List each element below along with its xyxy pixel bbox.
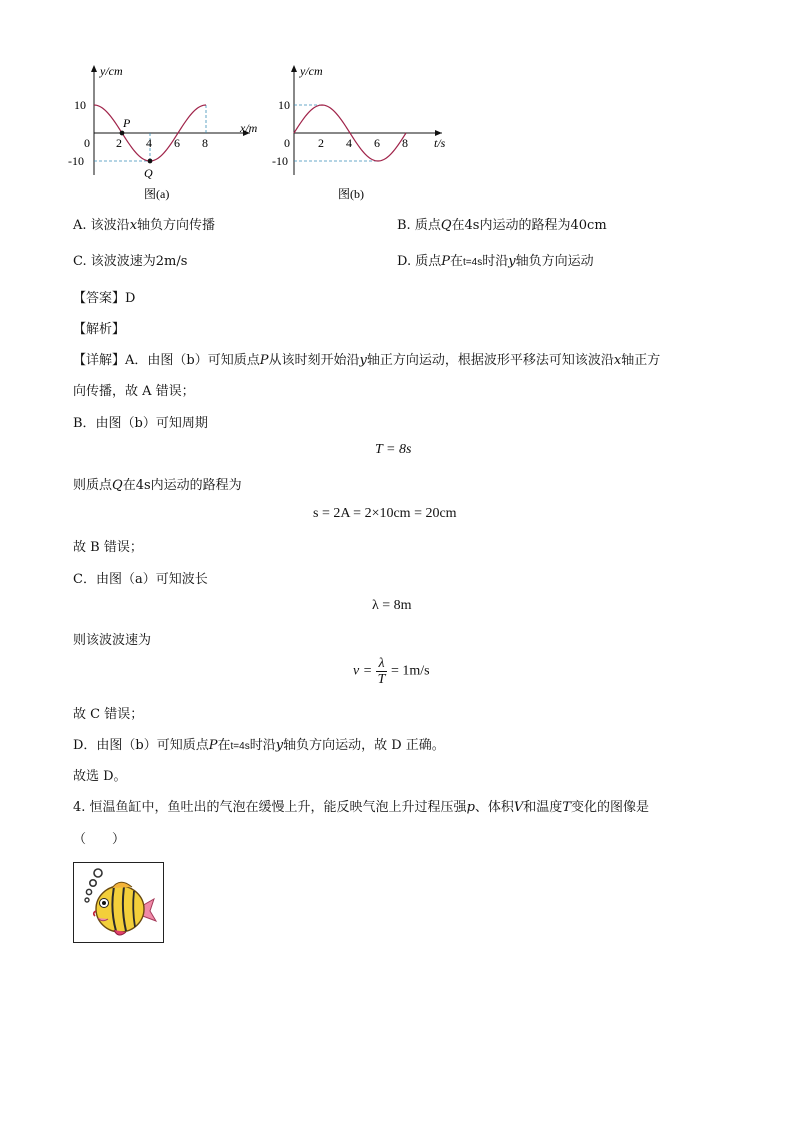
line1-var3: x xyxy=(613,353,622,368)
question-4-var-p: p xyxy=(466,800,475,815)
fish-blowing-bubbles-icon xyxy=(74,863,162,941)
answer-line xyxy=(73,287,135,306)
line1-b: 从该时刻开始沿 xyxy=(268,353,360,368)
question-4-text-b: 、体积 xyxy=(474,800,514,815)
d-line-var: P xyxy=(208,738,218,753)
eq-v-fraction xyxy=(376,656,388,687)
option-d-text: 质点 xyxy=(415,254,442,269)
option-d-letter: D. xyxy=(397,254,412,269)
tick-x-6: 6 xyxy=(174,136,180,150)
tick-y-minus10: -10 xyxy=(68,154,84,168)
option-b-text: 质点 xyxy=(414,218,441,233)
question-4-var-v: V xyxy=(513,800,524,815)
d-line-c: 时沿 xyxy=(249,738,276,753)
analysis-line-1 xyxy=(73,349,660,368)
tick-x-4: 4 xyxy=(346,136,352,150)
option-d-mid2: 时沿 xyxy=(482,254,509,269)
y-axis-arrow xyxy=(91,65,97,72)
option-c-letter: C. xyxy=(73,254,87,269)
line1-var2: y xyxy=(359,353,367,368)
y-axis-label: y/cm xyxy=(300,64,323,78)
d-line-a: D．由图（b）可知质点 xyxy=(73,738,209,753)
line1-var: P xyxy=(259,353,269,368)
b-line2-time: 4s xyxy=(135,478,151,493)
tick-x-8: 8 xyxy=(202,136,208,150)
line1-d: 轴正方 xyxy=(621,353,661,368)
option-d-text-end: 轴负方向运动 xyxy=(515,254,594,269)
option-d-time: t=4s xyxy=(463,257,483,268)
answer-label: 【答案】 xyxy=(73,291,126,306)
question-4-var-t: T xyxy=(562,800,571,815)
point-q-dot xyxy=(148,159,153,164)
figure-b-caption: 图(b) xyxy=(338,187,364,201)
point-p-dot xyxy=(120,131,125,136)
option-b-mid: 在 xyxy=(451,218,465,233)
analysis-b-conclusion: 故 B 错误； xyxy=(73,540,143,555)
tick-y-10: 10 xyxy=(74,98,86,112)
x-axis-label: t/s xyxy=(434,136,446,150)
tick-y-minus10: -10 xyxy=(272,154,288,168)
option-a-letter: A. xyxy=(73,218,87,233)
option-d-var2: y xyxy=(508,254,516,269)
option-b-time: 4s xyxy=(464,218,480,233)
y-axis-arrow xyxy=(291,65,297,72)
option-c xyxy=(73,250,187,269)
option-d xyxy=(397,250,594,269)
point-q-label: Q xyxy=(144,166,153,180)
detail-label: 【详解】 xyxy=(73,353,126,368)
tick-x-6: 6 xyxy=(374,136,380,150)
analysis-heading: 【解析】 xyxy=(73,322,126,337)
equation-wave-speed xyxy=(353,656,430,687)
analysis-final: 故选 D。 xyxy=(73,769,127,784)
option-b-value: 40cm xyxy=(570,218,607,233)
figure-a-wave-graph xyxy=(60,55,270,205)
eq-v-numerator: λ xyxy=(376,656,388,672)
option-a-text-end: 轴负方向传播 xyxy=(137,218,216,233)
option-b-text-end: 内运动的路程为 xyxy=(479,218,571,233)
question-4-text-a: 恒温鱼缸中，鱼吐出的气泡在缓慢上升，能反映气泡上升过程压强 xyxy=(89,800,467,815)
figure-b-vibration-graph xyxy=(270,55,470,205)
tick-x-0: 0 xyxy=(84,136,90,150)
option-b-letter: B. xyxy=(397,218,411,233)
question-4-text-d: 变化的图像是 xyxy=(570,800,649,815)
analysis-b-line-2 xyxy=(73,474,242,493)
tick-x-0: 0 xyxy=(284,136,290,150)
tick-x-2: 2 xyxy=(318,136,324,150)
option-a-var: x xyxy=(129,218,138,233)
d-line-b: 在 xyxy=(217,738,231,753)
b-line2-var: Q xyxy=(112,478,123,493)
eq-v-right: = 1m/s xyxy=(390,663,430,679)
figure-a-caption: 图(a) xyxy=(144,187,170,201)
analysis-b-line: B．由图（b）可知周期 xyxy=(73,416,208,431)
point-p-label: P xyxy=(123,116,131,130)
option-d-var: P xyxy=(441,254,450,269)
option-c-value: 2m/s xyxy=(155,254,188,269)
tick-y-10: 10 xyxy=(278,98,290,112)
option-c-text: 该波波速为 xyxy=(90,254,156,269)
answer-value: D xyxy=(125,291,136,306)
x-axis-label: x/m xyxy=(240,121,258,135)
option-d-mid: 在 xyxy=(450,254,464,269)
analysis-d-line xyxy=(73,734,445,753)
eq-v-denominator: T xyxy=(377,672,386,687)
tick-x-2: 2 xyxy=(116,136,122,150)
question-4-text-c: 和温度 xyxy=(523,800,563,815)
eq-v-left: v = xyxy=(353,663,373,679)
d-line-d: 轴负方向运动，故 D 正确。 xyxy=(283,738,445,753)
d-line-var2: y xyxy=(275,738,284,753)
analysis-c-line: C．由图（a）可知波长 xyxy=(73,572,208,587)
analysis-c-line-2: 则该波波速为 xyxy=(73,633,152,648)
option-a-text: 该波沿 xyxy=(90,218,130,233)
y-axis-label: y/cm xyxy=(100,64,123,78)
b-line2-c: 内运动的路程为 xyxy=(150,478,242,493)
fish-illustration-frame xyxy=(73,862,164,943)
tick-x-8: 8 xyxy=(402,136,408,150)
b-line2-a: 则质点 xyxy=(73,478,113,493)
analysis-c-conclusion: 故 C 错误； xyxy=(73,707,144,722)
equation-wavelength: λ = 8m xyxy=(372,598,412,613)
option-a xyxy=(73,214,215,233)
equation-period: T = 8s xyxy=(375,442,412,457)
option-b-var: Q xyxy=(440,218,452,233)
tick-x-4: 4 xyxy=(146,136,152,150)
question-4-line xyxy=(73,796,649,815)
line1-a: A．由图（b）可知质点 xyxy=(125,353,260,368)
question-4-number: 4. xyxy=(73,800,86,815)
option-b xyxy=(397,214,607,233)
d-line-time: t=4s xyxy=(230,741,250,752)
equation-path-length: s = 2A = 2×10cm = 20cm xyxy=(313,506,457,521)
b-line2-b: 在 xyxy=(122,478,136,493)
analysis-line-2: 向传播，故 A 错误； xyxy=(73,384,195,399)
line1-c: 轴正方向运动，根据波形平移法可知该波沿 xyxy=(366,353,614,368)
question-4-paren: （ ） xyxy=(73,832,126,847)
